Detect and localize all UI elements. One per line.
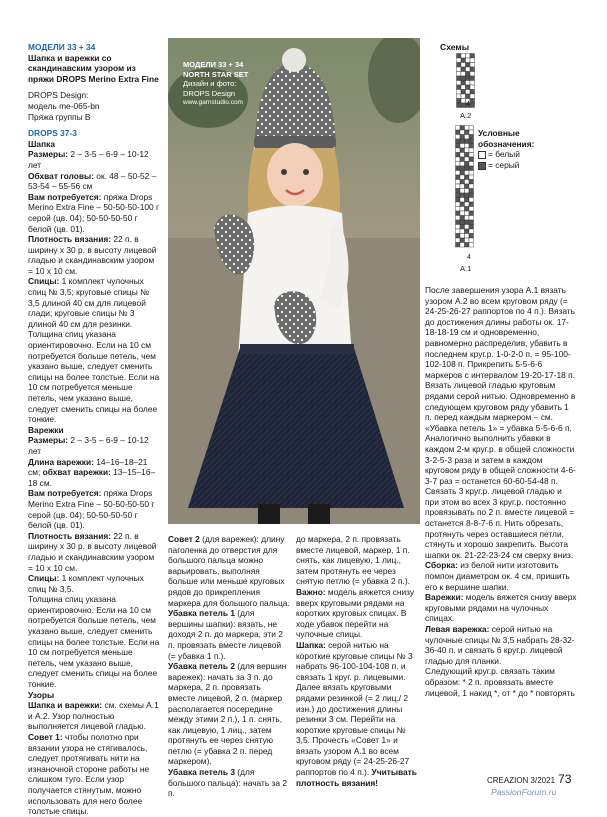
legend-title-2: обозначения: (478, 138, 535, 149)
photo-illustration (168, 38, 420, 524)
chart-cell (465, 216, 470, 221)
chart-cell (460, 126, 465, 131)
chart-cell (466, 63, 471, 68)
chart-cell (457, 67, 462, 72)
tip-2: Совет 2 (для варежек): длину паголенка до отверстия для большого пальца можно варьировать, выполняя больше или меньше круговых рядов до прикрепления маркера для большого пальца. (168, 534, 290, 608)
chart-cell (460, 171, 465, 176)
photo-caption-models: МОДЕЛИ 33 + 34 (183, 60, 244, 69)
chart-cell (465, 166, 470, 171)
chart-cell (465, 193, 470, 198)
chart-a1 (455, 125, 475, 253)
mittens-heading: Варежки (28, 424, 64, 435)
chart-cell (466, 76, 471, 81)
chart-cell (456, 216, 461, 221)
chart-a2-label: A.2 (460, 111, 472, 120)
chart-cell (465, 207, 470, 212)
chart-cell (465, 162, 470, 167)
chart-cell (469, 126, 474, 131)
gray-swatch-icon (478, 162, 486, 170)
chart-cell (470, 90, 475, 95)
chart-cell (460, 148, 465, 153)
chart-cell (456, 184, 461, 189)
chart-cell (469, 220, 474, 225)
chart-cell (457, 85, 462, 90)
chart-cell (465, 189, 470, 194)
chart-cell (460, 243, 465, 248)
chart-cell (466, 85, 471, 90)
chart-cell (456, 175, 461, 180)
chart-cell (469, 144, 474, 149)
chart-cell (460, 175, 465, 180)
chart-cell (469, 180, 474, 185)
chart-cell (456, 202, 461, 207)
chart-cell (457, 58, 462, 63)
chart-cell (456, 229, 461, 234)
chart-cell (456, 180, 461, 185)
chart-cell (469, 139, 474, 144)
chart-cell (460, 157, 465, 162)
model-number: модель me-065-bn (28, 100, 100, 111)
mitten-needles: Спицы: 1 комплект чулочных спиц № 3,5. (28, 573, 144, 594)
chart-a2-width: 4 (466, 101, 470, 108)
chart-cell (460, 184, 465, 189)
chart-cell (470, 58, 475, 63)
chart-cell (465, 211, 470, 216)
chart-cell (456, 198, 461, 203)
chart-cell (465, 130, 470, 135)
charts-title: Схемы (440, 42, 470, 52)
photo-caption-site: www.garnstudio.com (183, 99, 243, 106)
drops-number: DROPS 37-3 (28, 128, 77, 139)
models-title: Шапка и варежки со скандинавским узором из пряжи DROPS Merino Extra Fine (28, 52, 159, 84)
chart-cell (461, 63, 466, 68)
chart-cell (461, 76, 466, 81)
chart-cell (465, 238, 470, 243)
chart-cell (456, 139, 461, 144)
chart-cell (456, 193, 461, 198)
chart-cell (460, 220, 465, 225)
chart-cell (470, 103, 475, 108)
chart-cell (456, 144, 461, 149)
chart-cell (469, 225, 474, 230)
chart-cell (461, 58, 466, 63)
chart-cell (466, 58, 471, 63)
chart-cell (456, 243, 461, 248)
chart-cell (470, 99, 475, 104)
chart-cell (457, 76, 462, 81)
assembly: Сборка: из белой нити изготовить помпон диаметром ок. 4 см, пришить его к вершине шапки. (425, 560, 570, 592)
chart-cell (465, 220, 470, 225)
model-photo (168, 38, 420, 524)
chart-cell (465, 139, 470, 144)
yarn-group: Пряжа группы B (28, 111, 91, 122)
chart-cell (456, 220, 461, 225)
column-4 (425, 285, 577, 698)
chart-cell (469, 234, 474, 239)
chart-cell (460, 198, 465, 203)
hat-materials: Вам потребуется: пряжа Drops Merino Extra Fine – 50-50-50-100 г серой (цв. 04); 50-50-50-50 г белой (цв. 01). (28, 191, 160, 234)
chart-cell (465, 184, 470, 189)
important-note: Важно: модель вяжется снизу вверх круговыми рядами на коротких круговых спицах. В ходе убавок перейти на чулочные спицы. (296, 586, 415, 640)
chart-cell (465, 144, 470, 149)
chart-cell (460, 202, 465, 207)
chart-cell (470, 67, 475, 72)
chart-cell (469, 198, 474, 203)
chart-cell (466, 90, 471, 95)
chart-cell (466, 67, 471, 72)
chart-cell (465, 180, 470, 185)
chart-cell (469, 193, 474, 198)
chart-cell (469, 166, 474, 171)
chart-cell (466, 94, 471, 99)
chart-cell (460, 234, 465, 239)
next-round: Следующий круг.р. связать таким образом: * 2 п. провязать вместе лицевой, 1 накид *, от * до * повторять (425, 666, 575, 698)
chart-cell (456, 238, 461, 243)
chart-cell (461, 72, 466, 77)
chart-cell (460, 211, 465, 216)
head-girth: Обхват головы: ок. 48 – 50-52 – 53-54 – 55-56 см (28, 170, 157, 192)
chart-cell (457, 94, 462, 99)
hat-needle-note: Толщина спиц указана ориентировочно. Если на 10 см потребуется больше петель, чем указано выше, следует сменить спицы на более толстые. Если на 10 см потребуется меньше петель, чем указано выше, следует сменить спицы на более тонкие. (28, 329, 160, 425)
chart-cell (469, 211, 474, 216)
legend-white: = белый (478, 149, 534, 160)
chart-cell (470, 76, 475, 81)
issue-label: CREAZION 3/2021 (487, 776, 556, 785)
chart-cell (456, 166, 461, 171)
chart-cell (460, 180, 465, 185)
chart-cell (470, 94, 475, 99)
hat-gauge: Плотность вязания: 22 п. в ширину х 30 р. в высоту лицевой гладью и скандинавским узором = 10 x 10 см. (28, 234, 157, 276)
hat-continued: После завершения узора А.1 вязать узором А.2 во всем круговом ряду (= 24-25-26-27 раппортов по 4 п.). Вязать до достижения длины работы ок. 17-18-18-19 см и одновременно, равномерно распределив, убавить в последнем круг.р. 1-0-2-0 п. = 95-100-102-108 п. Прикрепить 5-5-6-6 маркеров с интервалом 19-20-17-18 п. Вязать лицевой гладью круговым рядами серой нитью. Одновременно в следующем круговом ряду убавить 1 п. перед каждым маркером – см. «Убавка петель 1» = убавка 5-5-6-6 п. Аналогично выполнить убавки в каждом 2-м круг.р. в общей сложности 3-2-5-3 раза и затем в каждом круговом ряду в общей сложности 4-6-3-7 раз = останется 60-60-54-48 п. Связать 3 круг.р. лицевой гладью и при этом во всех 3 круг.р. постоянно провязывать по 2 п. вместе лицевой = останется 8-8-7-6 п. Нить обрезать, протянуть через оставшиеся петли, стянуть и хорошо закрепить. Высота шапки ок. 21-22-23-24 см сверху вниз. (425, 285, 576, 560)
mittens-instructions: Варежки: модель вяжется снизу вверх круговыми рядами на чулочных спицах. (425, 592, 577, 624)
chart-cell (465, 225, 470, 230)
chart-cell (465, 243, 470, 248)
photo-caption-credit-2: DROPS Design (183, 88, 236, 98)
models-heading: МОДЕЛИ 33 + 34 (28, 42, 96, 52)
chart-cell (460, 207, 465, 212)
decrease-3: Убавка петель 3 (для большого пальца): начать за 2 п. (168, 767, 288, 799)
chart-cell (465, 148, 470, 153)
chart-cell (456, 130, 461, 135)
chart-cell (466, 72, 471, 77)
hat-instructions: Шапка: серой нитью на короткие круговые спицы № 3 набрать 96-100-104-108 п. и связать 1 круг. р. лицевыми. Далее вязать круговыми рядами резинкой (= 2 лиц./ 2 изн.) до достижения длины резинки 3 см. Перейти на короткие круговые спицы № 3,5. Прочесть «Совет 1» и вязать узором А.1 во всем круговом ряду (= 24-25-26-27 раппортов по 4 п.). Учитывать плотность вязания! (296, 639, 417, 788)
mitten-dimensions: Длина варежки: 14–16–18–21 см; обхват варежки: 13–15–16–18 см. (28, 456, 156, 488)
legend-title-1: Условные (478, 128, 520, 138)
chart-cell (469, 175, 474, 180)
chart-cell (465, 234, 470, 239)
chart-cell (465, 153, 470, 158)
chart-cell (470, 54, 475, 59)
chart-cell (460, 144, 465, 149)
chart-cell (460, 162, 465, 167)
hat-sizes: Размеры: 2 – 3-5 – 6-9 – 10-12 лет (28, 149, 149, 170)
chart-cell (469, 184, 474, 189)
column-2 (168, 534, 290, 799)
mitten-needle-note: Толщина спиц указана ориентировочно. Если на 10 см потребуется больше петель, чем указано выше, следует сменить спицы на более толстые. Если на 10 см потребуется меньше петель, чем указано выше, следует сменить спицы на более тонкие. (28, 594, 160, 690)
chart-cell (456, 126, 461, 131)
patterns-text: Шапка и варежки: см. схемы А.1 и А.2. Узор полностью выполняется лицевой гладью. (28, 700, 159, 732)
chart-cell (456, 207, 461, 212)
chart-cell (469, 216, 474, 221)
chart-cell (456, 135, 461, 140)
chart-cell (456, 148, 461, 153)
chart-cell (460, 139, 465, 144)
page-footer (487, 772, 571, 786)
chart-cell (457, 90, 462, 95)
chart-cell (460, 153, 465, 158)
chart-legend (478, 128, 534, 170)
hat-needles: Спицы: 1 комплект чулочных спиц № 3,5; круговые спицы № 3,5 длиной 40 см для лицевой глади; круговые спицы № 3 длиной 40 см для резинки. (28, 276, 150, 329)
chart-cell (456, 189, 461, 194)
chart-cell (456, 211, 461, 216)
chart-cell (465, 126, 470, 131)
chart-cell (465, 202, 470, 207)
chart-cell (466, 81, 471, 86)
chart-cell (461, 99, 466, 104)
mitten-sizes: Размеры: 2 – 3-5 – 6-9 – 10-12 лет (28, 435, 149, 456)
photo-caption-credit-1: Дизайн и фото: (183, 79, 237, 88)
left-mitten: Левая варежка: серой нитью на чулочные спицы № 3,5 набрать 28-32-36-40 п. и связать 6 круг.р. лицевой гладью для планки. (425, 624, 575, 666)
chart-cell (469, 243, 474, 248)
chart-cell (465, 175, 470, 180)
chart-cell (469, 189, 474, 194)
chart-cell (465, 198, 470, 203)
photo-caption (183, 60, 248, 108)
chart-cell (456, 234, 461, 239)
chart-cell (469, 148, 474, 153)
chart-cell (461, 81, 466, 86)
chart-cell (456, 162, 461, 167)
chart-a1-label: A.1 (460, 264, 472, 273)
tip-1: Совет 1: чтобы полотно при вязании узора не стягивалось, следует протягивать нити на изнаночной стороне работы не слишком туго. Если узор получается стянутым, можно использовать для него более толстые спицы. (28, 732, 150, 817)
mitten-materials: Вам потребуется: пряжа Drops Merino Extra Fine – 50-50-50-50 г серой (цв. 04); 50-50-50-50 г белой (цв. 01). (28, 488, 155, 531)
chart-cell (461, 94, 466, 99)
chart-cell (469, 153, 474, 158)
white-swatch-icon (478, 151, 486, 159)
watermark: PassionForum.ru (491, 787, 557, 797)
chart-cell (465, 157, 470, 162)
chart-cell (457, 63, 462, 68)
chart-cell (457, 54, 462, 59)
patterns-heading: Узоры (28, 689, 55, 700)
chart-cell (465, 171, 470, 176)
chart-cell (460, 135, 465, 140)
legend-gray: = серый (478, 160, 534, 171)
chart-cell (470, 81, 475, 86)
chart-cell (469, 157, 474, 162)
chart-cell (460, 193, 465, 198)
chart-cell (465, 135, 470, 140)
column-1 (28, 42, 161, 817)
design-label: DROPS Design: (28, 90, 89, 101)
chart-cell (457, 99, 462, 104)
chart-cell (461, 54, 466, 59)
chart-cell (470, 72, 475, 77)
chart-cell (460, 225, 465, 230)
chart-cell (460, 229, 465, 234)
chart-cell (457, 81, 462, 86)
chart-cell (460, 216, 465, 221)
chart-cell (466, 54, 471, 59)
chart-cell (469, 135, 474, 140)
chart-cell (460, 189, 465, 194)
chart-cell (461, 85, 466, 90)
chart-cell (460, 166, 465, 171)
chart-cell (469, 171, 474, 176)
chart-cell (470, 63, 475, 68)
page-number: 73 (558, 772, 572, 786)
chart-cell (469, 130, 474, 135)
chart-cell (456, 171, 461, 176)
chart-cell (469, 229, 474, 234)
chart-cell (469, 238, 474, 243)
decrease-1: Убавка петель 1 (для вершины шапки): вязать, не доходя 2 п. до маркера, эти 2 п. провязать вместе лицевой (= убавка 1 п.). (168, 608, 283, 661)
decrease-3-continued: до маркера, 2 п. провязать вместе лицевой, маркер, 1 п. снять, как лицевую, 1 лиц., затем протянуть ее через снятую петлю (= убавка 2 п.). (296, 534, 410, 587)
chart-cell (457, 72, 462, 77)
chart-cell (461, 103, 466, 108)
chart-cell (457, 103, 462, 108)
chart-cell (456, 157, 461, 162)
chart-cell (469, 202, 474, 207)
chart-cell (469, 162, 474, 167)
chart-cell (461, 90, 466, 95)
chart-a1-width: 4 (467, 254, 471, 261)
chart-cell (460, 238, 465, 243)
chart-cell (469, 207, 474, 212)
mitten-gauge: Плотность вязания: 22 п. в ширину х 30 р. в высоту лицевой гладью и скандинавским узором = 10 x 10 см. (28, 530, 157, 573)
chart-cell (456, 225, 461, 230)
chart-cell (470, 85, 475, 90)
column-3 (296, 534, 418, 788)
chart-cell (456, 153, 461, 158)
photo-caption-set: NORTH STAR SET (183, 69, 249, 79)
chart-cell (460, 130, 465, 135)
chart-cell (465, 229, 470, 234)
hat-heading: Шапка (28, 138, 55, 149)
decrease-2: Убавка петель 2 (для вершин варежек): начать за 3 п. до маркера, 2 п. провязать вместе лицевой, 2 п. (маркер располагается посередине между этими 2 п.), 1 п. снять, как лицевую, 1 лиц., затем протянуть ее через снятую петлю (= убавка 2 п. перед маркером). (168, 661, 287, 767)
chart-cell (461, 67, 466, 72)
